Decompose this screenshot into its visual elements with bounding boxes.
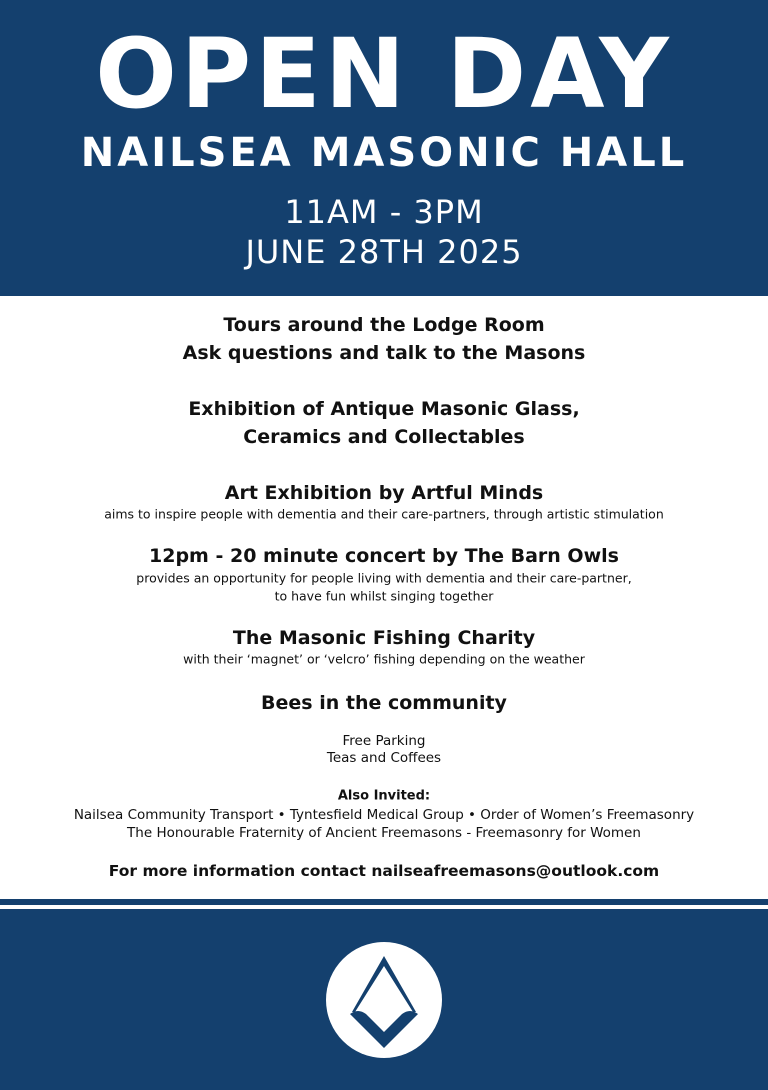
invited-label: Also Invited: — [337, 788, 431, 804]
square-and-compass-icon — [326, 942, 442, 1058]
footer-stripe — [0, 899, 768, 905]
event-concert-desc-2: to have fun whilst singing together — [274, 588, 494, 604]
logo-badge — [326, 942, 442, 1058]
event-date: JUNE 28TH 2025 — [245, 233, 523, 271]
page-title: OPEN DAY — [95, 18, 673, 130]
event-tours: Tours around the Lodge Room — [223, 314, 545, 336]
event-concert-title: 12pm - 20 minute concert by The Barn Owls — [149, 545, 619, 567]
event-fishing-title: The Masonic Fishing Charity — [232, 627, 536, 649]
event-art-desc: aims to inspire people with dementia and their care-partners, through artistic stimulation — [104, 506, 664, 522]
invited-line: Nailsea Community Transport • Tyntesfield Medical Group • Order of Women’s Freemasonry — [73, 807, 695, 823]
venue: NAILSEA MASONIC HALL — [80, 130, 688, 176]
event-time: 11AM - 3PM — [284, 193, 484, 231]
contact-info: For more information contact nailseafreemasons@outlook.com — [108, 862, 660, 880]
event-bees-title: Bees in the community — [261, 692, 507, 714]
event-exhibition: Exhibition of Antique Masonic Glass, — [188, 398, 580, 420]
invited-line: The Honourable Fraternity of Ancient Freemasons - Freemasonry for Women — [127, 825, 641, 841]
event-art-title: Art Exhibition by Artful Minds — [224, 482, 544, 504]
event-concert-desc: provides an opportunity for people living with dementia and their care-partner, — [136, 570, 632, 586]
event-tours-sub: Ask questions and talk to the Masons — [182, 342, 586, 364]
event-exhibition-sub: Ceramics and Collectables — [243, 426, 525, 448]
event-fishing-desc: with their ‘magnet’ or ‘velcro’ fishing depending on the weather — [183, 651, 585, 667]
amenity-teas: Teas and Coffees — [326, 750, 442, 766]
amenity-parking: Free Parking — [342, 733, 426, 749]
